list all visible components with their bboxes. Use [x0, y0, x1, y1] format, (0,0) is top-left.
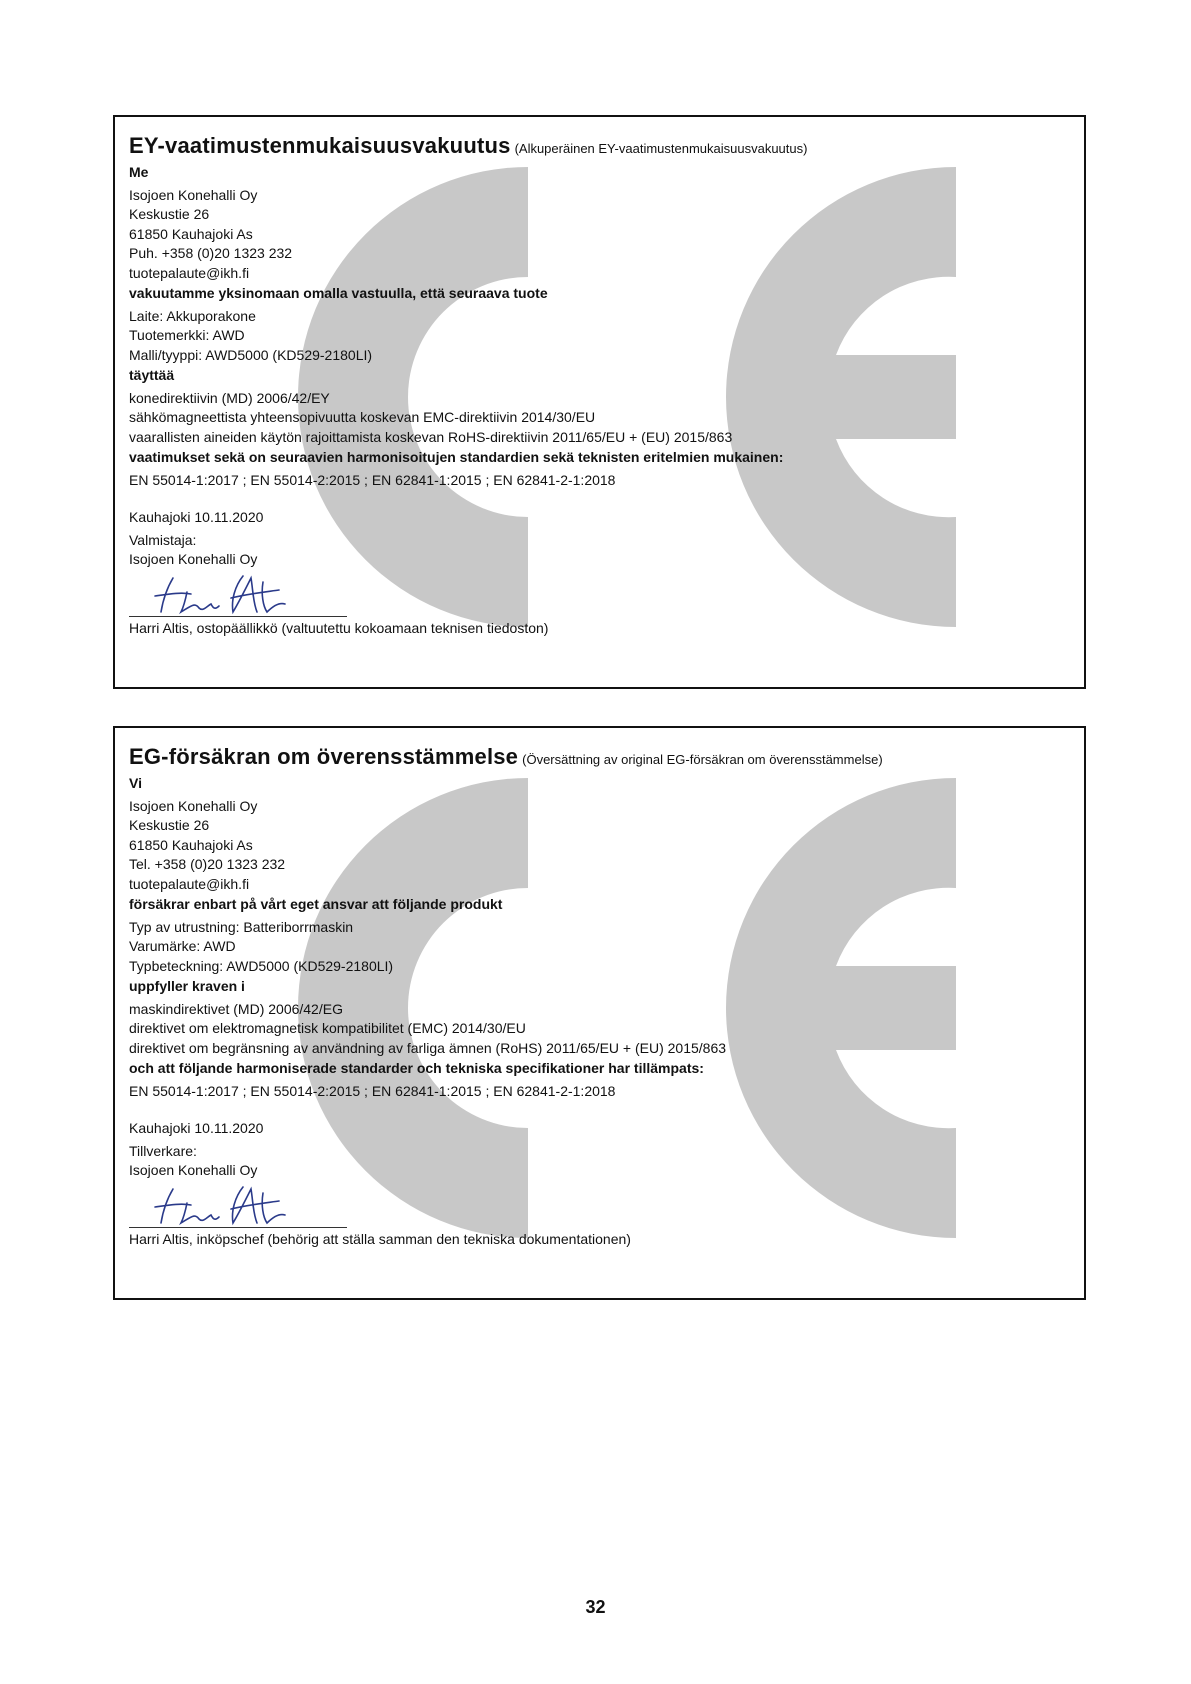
brand-line: Tuotemerkki: AWD — [129, 327, 245, 343]
place-date: Kauhajoki 10.11.2020 — [129, 509, 264, 525]
signature-area — [129, 1181, 1070, 1225]
phone-number: Puh. +358 (0)20 1323 232 — [129, 245, 293, 261]
declare-statement: försäkrar enbart på vårt eget ansvar att följande produkt — [129, 896, 503, 912]
equipment-line: Typ av utrustning: Batteriborrmaskin — [129, 918, 354, 935]
directive-rohs: direktivet om begränsning av användning av farliga ämnen (RoHS) 2011/65/EU + (EU) 2015/863 — [129, 1039, 727, 1056]
model-line: Malli/tyyppi: AWD5000 (KD529-2180LI) — [129, 346, 373, 363]
signature-area — [129, 570, 1070, 614]
directive-machinery: maskindirektivet (MD) 2006/42/EG — [129, 1000, 343, 1017]
brand-line: Varumärke: AWD — [129, 938, 236, 954]
declaration-title-row — [129, 129, 1070, 163]
declaration-title: EG-försäkran om överensstämmelse — [129, 744, 519, 769]
phone-number: Tel. +358 (0)20 1323 232 — [129, 856, 286, 872]
signature-icon — [147, 572, 297, 616]
fulfils-label: täyttää — [129, 367, 175, 383]
declaration-swedish — [113, 726, 1086, 1300]
directive-emc: sähkömagneettista yhteensopivuutta koskevan EMC-direktiivin 2014/30/EU — [129, 409, 596, 425]
standards-list: EN 55014-1:2017 ; EN 55014-2:2015 ; EN 62841-1:2015 ; EN 62841-2-1:2018 — [129, 471, 616, 488]
signature-line — [129, 616, 347, 617]
signature-line — [129, 1227, 347, 1228]
standards-list: EN 55014-1:2017 ; EN 55014-2:2015 ; EN 62841-1:2015 ; EN 62841-2-1:2018 — [129, 1082, 616, 1099]
street-address: Keskustie 26 — [129, 206, 210, 222]
directive-machinery: konedirektiivin (MD) 2006/42/EY — [129, 389, 330, 406]
place-date: Kauhajoki 10.11.2020 — [129, 1120, 264, 1136]
postal-address: 61850 Kauhajoki As — [129, 225, 253, 242]
email-address: tuotepalaute@ikh.fi — [129, 875, 250, 892]
directive-rohs: vaarallisten aineiden käytön rajoittamista koskevan RoHS-direktiivin 2011/65/EU + (EU) 2015/863 — [129, 428, 733, 445]
declaration-title-row — [129, 740, 1070, 774]
signatory-line: Harri Altis, inköpschef (behörig att ställa samman den tekniska dokumentationen) — [129, 1230, 631, 1247]
fulfils-label: uppfyller kraven i — [129, 978, 245, 994]
directive-emc: direktivet om elektromagnetisk kompatibilitet (EMC) 2014/30/EU — [129, 1020, 526, 1036]
signatory-line: Harri Altis, ostopäällikkö (valtuutettu kokoamaan teknisen tiedoston) — [129, 619, 549, 636]
page-number: 32 — [585, 1597, 606, 1617]
declaration-finnish — [113, 115, 1086, 689]
signature-icon — [147, 1183, 297, 1227]
manufacturer-name: Isojoen Konehalli Oy — [129, 1162, 258, 1178]
manufacturer-label: Valmistaja: — [129, 531, 197, 548]
manufacturer-label: Tillverkare: — [129, 1142, 197, 1159]
company-name: Isojoen Konehalli Oy — [129, 186, 258, 203]
standards-statement: vaatimukset sekä on seuraavien harmonisoitujen standardien sekä teknisten eritelmien mukainen: — [129, 449, 784, 465]
standards-statement: och att följande harmoniserade standarder och tekniska specifikationer har tillämpats: — [129, 1060, 704, 1076]
declaration-subtitle: (Översättning av original EG-försäkran om överensstämmelse) — [522, 752, 883, 767]
declare-statement: vakuutamme yksinomaan omalla vastuulla, että seuraava tuote — [129, 285, 548, 301]
we-label: Me — [129, 164, 149, 180]
postal-address: 61850 Kauhajoki As — [129, 836, 253, 853]
manufacturer-name: Isojoen Konehalli Oy — [129, 551, 258, 567]
company-name: Isojoen Konehalli Oy — [129, 797, 258, 814]
we-label: Vi — [129, 775, 142, 791]
equipment-line: Laite: Akkuporakone — [129, 307, 256, 324]
model-line: Typbeteckning: AWD5000 (KD529-2180LI) — [129, 957, 394, 974]
declaration-subtitle: (Alkuperäinen EY-vaatimustenmukaisuusvakuutus) — [514, 141, 808, 156]
email-address: tuotepalaute@ikh.fi — [129, 264, 250, 281]
street-address: Keskustie 26 — [129, 817, 210, 833]
declaration-title: EY-vaatimustenmukaisuusvakuutus — [129, 133, 511, 158]
